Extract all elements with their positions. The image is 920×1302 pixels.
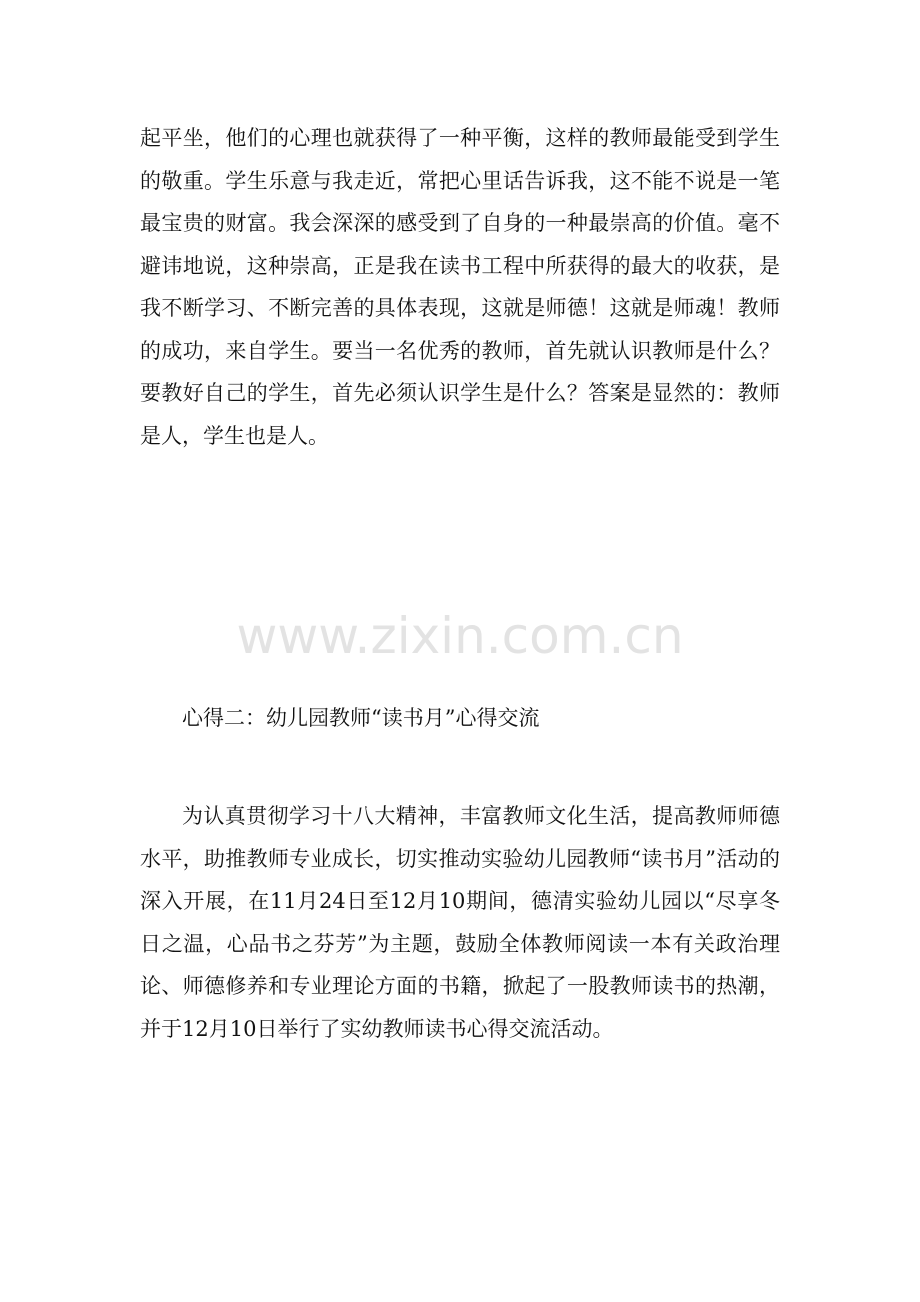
- section-heading: 心得二：幼儿园教师“读书月”心得交流: [182, 706, 540, 730]
- body-paragraph-2: 为认真贯彻学习十八大精神，丰富教师文化生活，提高教师师德水平，助推教师专业成长，切实推动实验幼儿园教师“读书月”活动的深入开展，在11月24日至12月10期间，德清实验幼儿园以“尽享冬日之温，心品书之芬芳”为主题，鼓励全体教师阅读一本有关政治理论、师德修养和专业理论方面的书籍，掀起了一股教师读书的热潮，并于12月10日举行了实幼教师读书心得交流活动。: [140, 804, 780, 1041]
- body-paragraph-1: 起平坐，他们的心理也就获得了一种平衡，这样的教师最能受到学生的敬重。学生乐意与我走近，常把心里话告诉我，这不能不说是一笔最宝贵的财富。我会深深的感受到了自身的一种最崇高的价值。毫不避讳地说，这种崇高，正是我在读书工程中所获得的最大的收获，是我不断学习、不断完善的具体表现，这就是师德！这就是师魂！教师的成功，来自学生。要当一名优秀的教师，首先就认识教师是什么？要教好自己的学生，首先必须认识学生是什么？答案是显然的：教师是人，学生也是人。: [140, 126, 780, 448]
- watermark-text: www.zixin.com.cn: [236, 607, 684, 665]
